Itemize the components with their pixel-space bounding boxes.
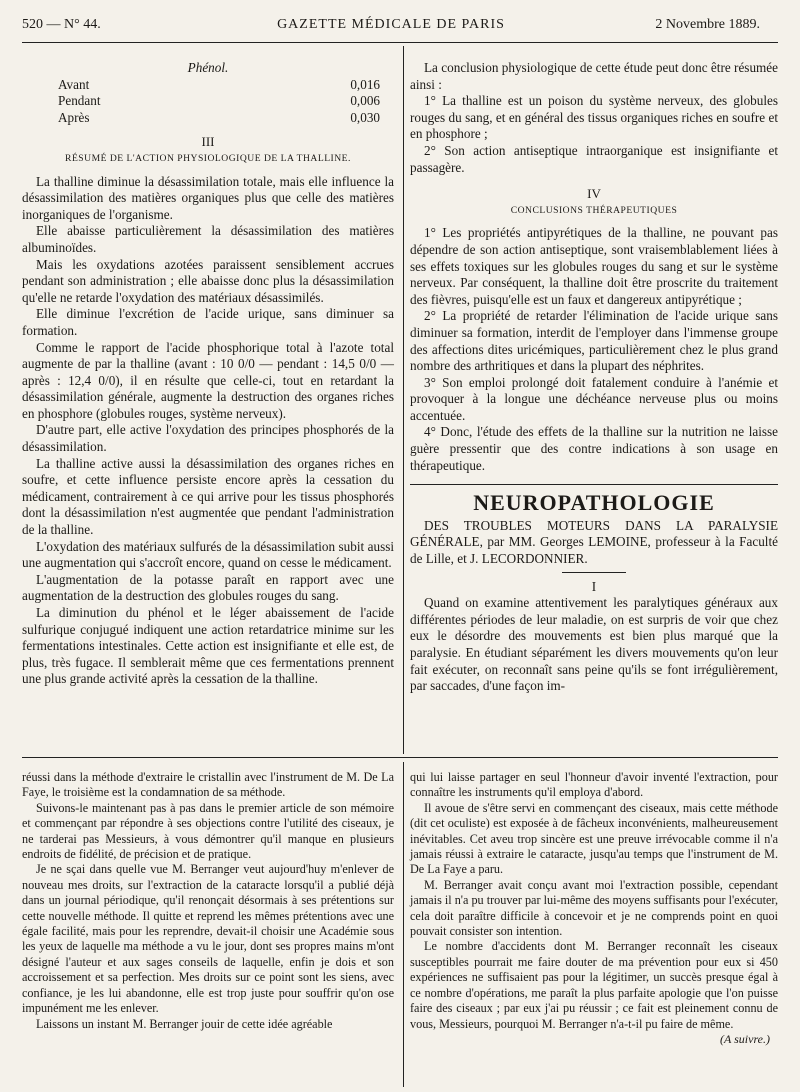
phenol-row-pendant — [22, 93, 394, 110]
paragraph: Comme le rapport de l'acide phosphorique total à l'azote total augmente de par la thalline (avant : 10 0/0 — pendant : 14,5 0/0 — après : 12,4 0/0), il en résulte que celle-ci, tout en retardant la désassimilation générale, augmente la destruction des organes riches en phosphore (globules rouges, système nerveux). — [22, 339, 394, 421]
paragraph: La thalline active aussi la désassimilation des organes riches en soufre, et cette influence persiste encore après la cessation du médicament, contrairement à ce qui arrive pour les tissus phosphorés dont la désassimilation n'est augmentée que pendant l'administration de la thalline. — [22, 455, 394, 538]
section-number: III — [201, 134, 215, 150]
lower-left-column — [22, 770, 394, 1032]
page-header — [22, 17, 760, 39]
neuropathologie-title: NEUROPATHOLOGIE — [473, 490, 715, 516]
upper-right-column — [410, 60, 778, 695]
paragraph: La thalline diminue la désassimilation totale, mais elle influence la désassimilation des matières organiques plus que celle des matières inorganiques de l'organisme. — [22, 173, 394, 222]
phenol-row-label: Pendant — [58, 93, 101, 109]
paragraph: Laissons un instant M. Berranger jouir de cette idée agréable — [36, 1016, 333, 1031]
paragraph: 3° Son emploi prolongé doit fatalement conduire à l'anémie et provoquer à la longue une déchéance nerveuse plus ou moins accentuée. — [410, 374, 778, 423]
section-3-heading — [22, 134, 394, 167]
journal-title: GAZETTE MÉDICALE DE PARIS — [277, 17, 505, 32]
section-title: CONCLUSIONS THÉRAPEUTIQUES — [510, 204, 678, 216]
phenol-row-label: Après — [58, 109, 90, 125]
header-rule — [22, 42, 778, 43]
section-4-heading — [410, 186, 778, 219]
paragraph: D'autre part, elle active l'oxydation des principes phosphorés de la désassimilation. — [22, 422, 394, 455]
phenol-row-value: 0,016 — [350, 76, 380, 92]
paragraph: Je ne sçai dans quelle vue M. Berranger veut aujourd'huy m'enlever de nouveau mes droits, sur l'extraction de la cataracte lorsqu'il a publié déjà dans un journal périodique, qu'il renonçait désormais à ses prétentions sur cette nouvelle méthode. Il quitte et reprend les mêmes prétentions avec une égale facilité, mais pour les reprendre, devait-il choisir une Académie sous les yeux de laquelle ma méthode a vu le jour, dont ses propres mains m'ont désigné l'auteur et aux sages conseils de laquelle, enfin je dois et son accroissement et sa perfection. Mes droits sur ce point sont les siens, avec confiance, je les lui abandonne, elle est trop juste pour souffrir qu'on ose impunément me les enlever. — [22, 862, 394, 1016]
phenol-row-apres — [22, 110, 394, 127]
paragraph: M. Berranger avait conçu avant moi l'extraction possible, cependant jamais il n'a pu trouver par lui-même des moyens suffisants pour l'exécuter, cela doit paraître difficile à concevoir et je ne comprends point en quoi pouvait consister son intention. — [410, 877, 778, 939]
page-number: 520 — N° 44. — [22, 17, 101, 32]
phenol-row-avant — [22, 77, 394, 94]
paragraph: Le nombre d'accidents dont M. Berranger reconnaît les ciseaux susceptibles pourrait me faire douter de ma prévention pour eux si 450 expériences ne suffisaient pas pour la légitimer, un succès presque égal à ce nombre d'opérations, me paraît la plus parfaite apologie que l'on puisse faire des ciseaux ; par eux j'ai pu réussir ; ce fait est pleinement connu de vous, Messieurs, pourquoi M. Berranger n'a-t-il pu faire de même. — [410, 939, 778, 1031]
upper-column-divider — [403, 46, 404, 754]
phenol-row-label: Avant — [58, 76, 90, 92]
phenol-row-value: 0,030 — [350, 109, 380, 125]
paragraph: L'oxydation des matériaux sulfurés de la désassimilation subit aussi une augmentation qui s'accroît encore, quand on cesse le médicament. — [22, 538, 394, 571]
article-heading: DES TROUBLES MOTEURS DANS LA PARALYSIE GÉNÉRALE, par MM. Georges LEMOINE, professeur à la Faculté de Lille, et J. LECORDONNIER. — [410, 517, 778, 567]
paragraph: Mais les oxydations azotées paraissent sensiblement accrues pendant son administration ; elle abaisse donc plus la désassimilation qu'elle ne retarde l'oxydation des matériaux désassimilés. — [22, 256, 394, 305]
paragraph: 1° Les propriétés antipyrétiques de la thalline, ne pouvant pas dépendre de son action antiseptique, sont vraisemblablement liées à ses effets toxiques sur les globules rouges du sang et sur le système nerveux. Par conséquent, la thalline doit être proscrite du traitement des fièvres, puisqu'elle est un faux et dangereux antipyrétique ; — [410, 225, 778, 307]
section-number: IV — [587, 186, 601, 202]
paragraph: Elle abaisse particulièrement la désassimilation des matières albuminoïdes. — [22, 223, 394, 255]
upper-left-column — [22, 60, 394, 688]
paragraph: Quand on examine attentivement les paralytiques généraux aux différentes périodes de leur maladie, on est surpris de voir que chez eux le désordre des mouvements est bien plus marqué que la paralysie. En étudiant séparément les divers mouvements qu'on leur fait exécuter, on reconnaît sans peine qu'ils se font irrégulièrement, par saccades, d'une façon im- — [410, 595, 778, 694]
paragraph: Elle diminue l'excrétion de l'acide urique, sans diminuer sa formation. — [22, 306, 394, 338]
lower-column-divider — [403, 762, 404, 1087]
conclusion-point: 1° La thalline est un poison du système nerveux, des globules rouges du sang, et en général des tissus organiques riches en soufre et en phosphore ; — [410, 93, 778, 142]
paragraph: Il avoue de s'être servi en commençant des ciseaux, mais cette méthode (dit cet oculiste) est exposée à de fâcheux inconvénients, malheureusement inévitables. Cet aveu trop sincère est une preuve irrévocable comme il n'a jamais réussi à extraire le cataracte, jusqu'au temps que l'instrument de M. De La Faye a paru. — [410, 800, 778, 877]
short-rule — [562, 572, 626, 573]
phenol-title: Phénol. — [187, 60, 229, 75]
conclusion-point: 2° Son action antiseptique intraorganique est insignifiante et passagère. — [410, 142, 778, 175]
paragraph: La diminution du phénol et le léger abaissement de l'acide sulfurique conjugué indiquent une action retardatrice minime sur les fermentations intestinales. Cette action est insignifiante et elle est, de plus, très fugace. Il semblerait même que ces fermentations prennent une plus grande activité après la cessation de la thalline. — [22, 605, 394, 687]
issue-date: 2 Novembre 1889. — [655, 17, 760, 32]
paragraph: L'augmentation de la potasse paraît en rapport avec une augmentation de la destruction des globules rouges du sang. — [22, 571, 394, 604]
feuilleton-rule — [22, 757, 778, 758]
paragraph: 4° Donc, l'étude des effets de la thalline sur la nutrition ne laisse guère pressentir que des contre indications à son usage en thérapeutique. — [410, 424, 778, 473]
phenol-row-value: 0,006 — [350, 93, 380, 109]
paragraph: réussi dans la méthode d'extraire le cristallin avec l'instrument de M. De La Faye, le troisième est la condamnation de sa méthode. — [22, 770, 394, 800]
paragraph: Suivons-le maintenant pas à pas dans le premier article de son mémoire et commençant par répondre à ses objections contre l'utilité des ciseaux, je ne tarderai pas Messieurs, à vous démontrer qu'il manque en plusieurs endroits de fidélité, de précision et de pratique. — [22, 800, 394, 862]
conclusion-intro: La conclusion physiologique de cette étude peut donc être résumée ainsi : — [410, 60, 778, 92]
article-section-number: I — [591, 578, 597, 594]
neuro-rule — [410, 484, 778, 485]
to-be-continued: (A suivre.) — [720, 1031, 770, 1046]
paragraph: 2° La propriété de retarder l'élimination de l'acide urique sans diminuer sa formation, interdit de l'employer dans l'immense groupe des affections dites uricémiques, particulièrement chez le plus grand nombre des arthritiques et dans la plupart des néphrites. — [410, 308, 778, 374]
section-title: RÉSUMÉ DE L'ACTION PHYSIOLOGIQUE DE LA THALLINE. — [65, 152, 351, 164]
paragraph: qui lui laisse partager en seul l'honneur d'avoir inventé l'extraction, pour connaître les instruments qu'il employa d'abord. — [410, 770, 778, 800]
lower-right-column — [410, 770, 778, 1047]
